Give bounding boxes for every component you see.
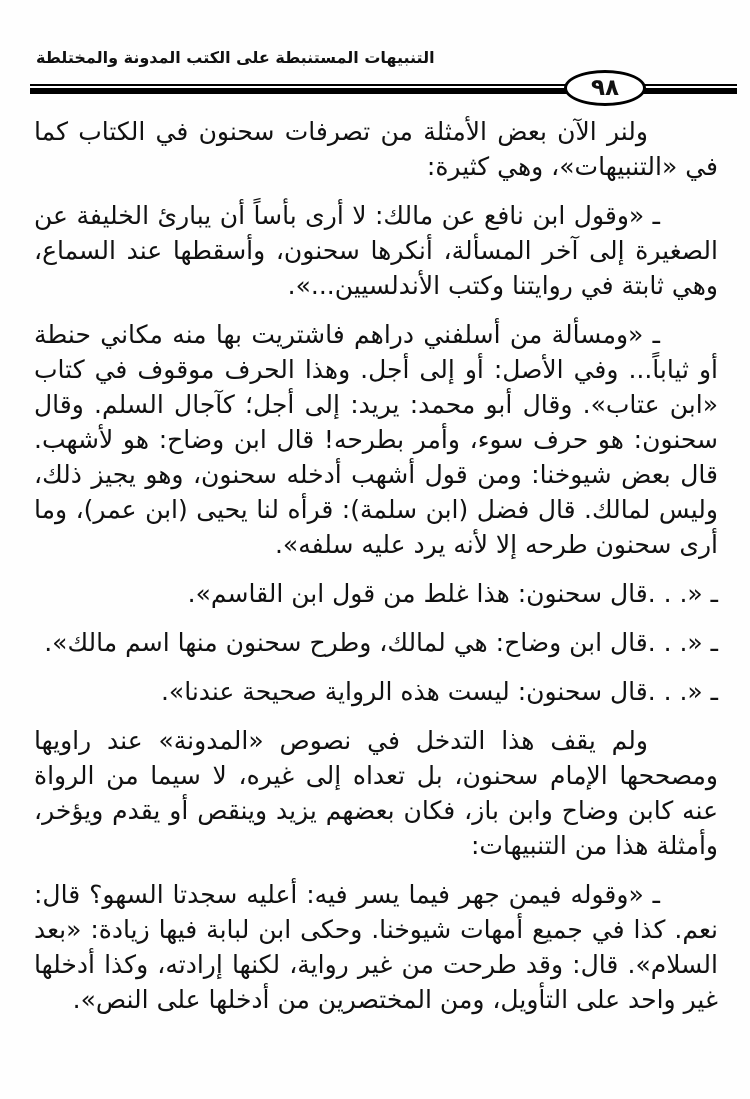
page-number-cartouche — [564, 70, 646, 106]
paragraph-example-2: ـ «ومسألة من أسلفني دراهم فاشتريت بها منه مكاني حنطة أو ثياباً... وفي الأصل: أو إلى أجل. وهذا الحرف موقوف في كتاب «ابن عتاب». وقال أبو محمد: يريد: إلى أجل؛ كآجال السلم. وقال سحنون: هو حرف سوء، وأمر بطرحه! قال ابن وضاح: هو لأشهب. قال بعض شيوخنا: ومن قول أشهب أدخله سحنون، وهو يجيز ذلك، وليس لمالك. قال فضل (ابن سلمة): قرأه لنا يحيى (ابن عمر)، وما أرى سحنون طرحه إلا لأنه يرد عليه سلفه». — [34, 320, 718, 559]
paragraph-quote-3: ـ «. . .قال سحنون: ليست هذه الرواية صحيحة عندنا». — [160, 677, 718, 706]
page-header — [0, 0, 750, 101]
page-number: ٩٨ — [590, 74, 620, 101]
paragraph-transition: ولم يقف هذا التدخل في نصوص «المدونة» عند راويها ومصححها الإمام سحنون، بل تعداه إلى غيره، لا سيما من الرواة عنه كابن وضاح وابن باز، فكان بعضهم يزيد وينقص أو يقدم ويؤخر، وأمثلة هذا من التنبيهات: — [34, 726, 718, 860]
page-body — [0, 114, 750, 1017]
paragraph-intro: ولنر الآن بعض الأمثلة من تصرفات سحنون في الكتاب كما في «التنبيهات»، وهي كثيرة: — [34, 117, 718, 181]
paragraph-quote-2: ـ «. . .قال ابن وضاح: هي لمالك، وطرح سحنون منها اسم مالك». — [44, 628, 718, 657]
paragraph-quote-1: ـ «. . .قال سحنون: هذا غلط من قول ابن القاسم». — [187, 579, 718, 608]
running-header-title: التنبيهات المستنبطة على الكتب المدونة والمختلطة — [36, 48, 435, 67]
paragraph-example-1: ـ «وقول ابن نافع عن مالك: لا أرى بأساً أن يبارئ الخليفة عن الصغيرة إلى آخر المسألة، أنكرها سحنون، وأسقطها عند السماع، وهي ثابتة في روايتنا وكتب الأندلسيين...». — [34, 201, 718, 300]
paragraph-example-3: ـ «وقوله فيمن جهر فيما يسر فيه: أعليه سجدتا السهو؟ قال: نعم. كذا في جميع أمهات شيوخنا. وحكى ابن لبابة فيها زيادة: «بعد السلام». قال: وقد طرحت من غير رواية، لكنها إرادته، وكذا أدخلها غير واحد على التأويل، ومن المختصرين من أدخلها على النص». — [34, 880, 718, 1014]
